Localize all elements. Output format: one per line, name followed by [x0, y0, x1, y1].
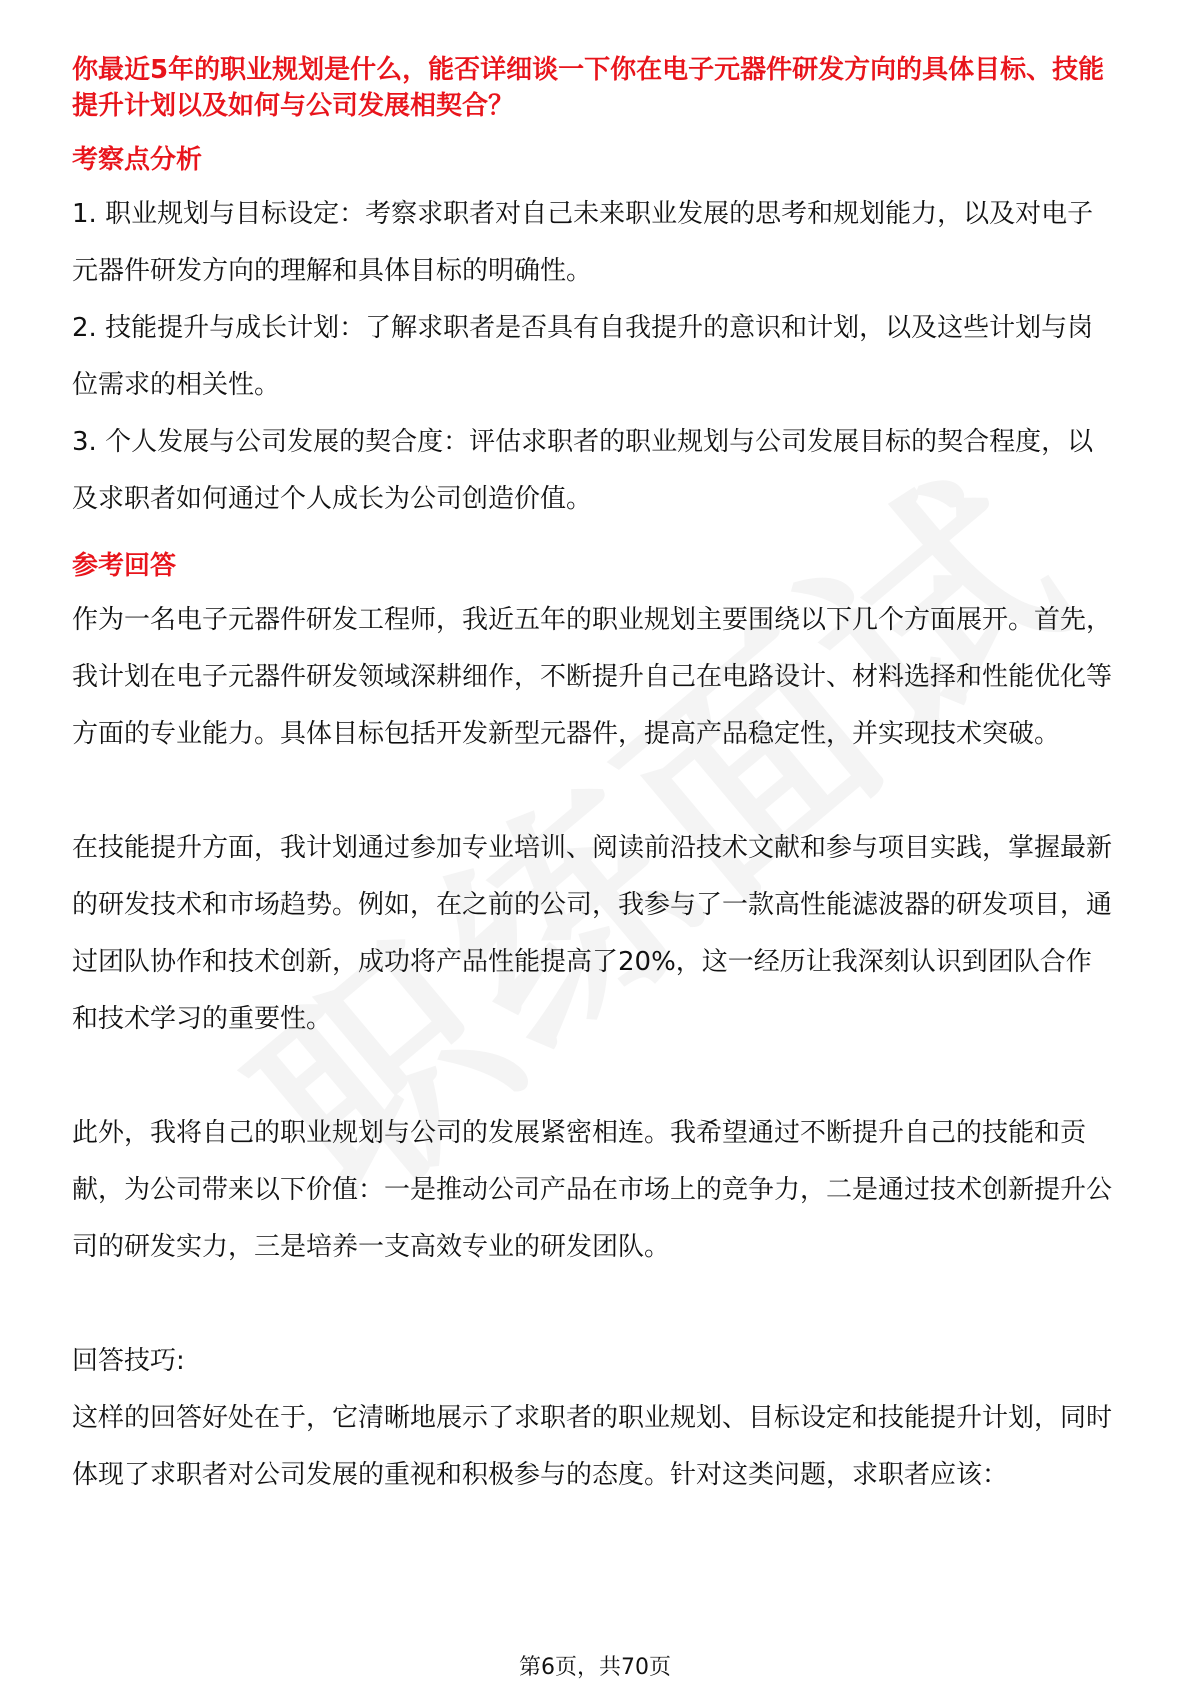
answer-text: 在技能提升方面，我计划通过参加专业培训、阅读前沿技术文献和参与项目实践，掌握最新的研发技术和市场趋势。例如，在之前的公司，我参与了一款高性能滤波器的研发项目，通过团队协作和技术创新，成功将产品性能提高了20%，这一经历让我深刻认识到团队合作和技术学习的重要性。: [72, 833, 1113, 1034]
answer-title: 参考回答: [72, 551, 177, 581]
answer-text: 作为一名电子元器件研发工程师，我近五年的职业规划主要围绕以下几个方面展开。首先，我计划在电子元器件研发领域深耕细作，不断提升自己在电路设计、材料选择和性能优化等方面的专业能力。具体目标包括开发新型元器件，提高产品稳定性，并实现技术突破。: [72, 605, 1113, 749]
answer-paragraph: [72, 592, 1117, 763]
answer-paragraph: [72, 820, 1117, 1048]
analysis-list: [72, 186, 1117, 528]
tips-label: 回答技巧:: [72, 1346, 185, 1376]
answer-text: 此外，我将自己的职业规划与公司的发展紧密相连。我希望通过不断提升自己的技能和贡献，为公司带来以下价值：一是推动公司产品在市场上的竞争力，二是通过技术创新提升公司的研发实力，三是培养一支高效专业的研发团队。: [72, 1118, 1113, 1262]
page-number: 第6页，共70页: [519, 1655, 671, 1680]
question-heading: 你最近5年的职业规划是什么，能否详细谈一下你在电子元器件研发方向的具体目标、技能提升计划以及如何与公司发展相契合？: [72, 55, 1105, 121]
analysis-point: 1. 职业规划与目标设定：考察求职者对自己未来职业发展的思考和规划能力，以及对电子元器件研发方向的理解和具体目标的明确性。: [72, 199, 1094, 286]
analysis-point: 2. 技能提升与成长计划：了解求职者是否具有自我提升的意识和计划，以及这些计划与岗位需求的相关性。: [72, 313, 1094, 400]
analysis-title: 考察点分析: [72, 145, 203, 175]
answer-paragraph: [72, 1105, 1117, 1276]
tips-text: 这样的回答好处在于，它清晰地展示了求职者的职业规划、目标设定和技能提升计划，同时体现了求职者对公司发展的重视和积极参与的态度。针对这类问题，求职者应该：: [72, 1403, 1113, 1490]
analysis-point: 3. 个人发展与公司发展的契合度：评估求职者的职业规划与公司发展目标的契合程度，以及求职者如何通过个人成长为公司创造价值。: [72, 427, 1094, 514]
document-page: [72, 44, 1117, 1504]
